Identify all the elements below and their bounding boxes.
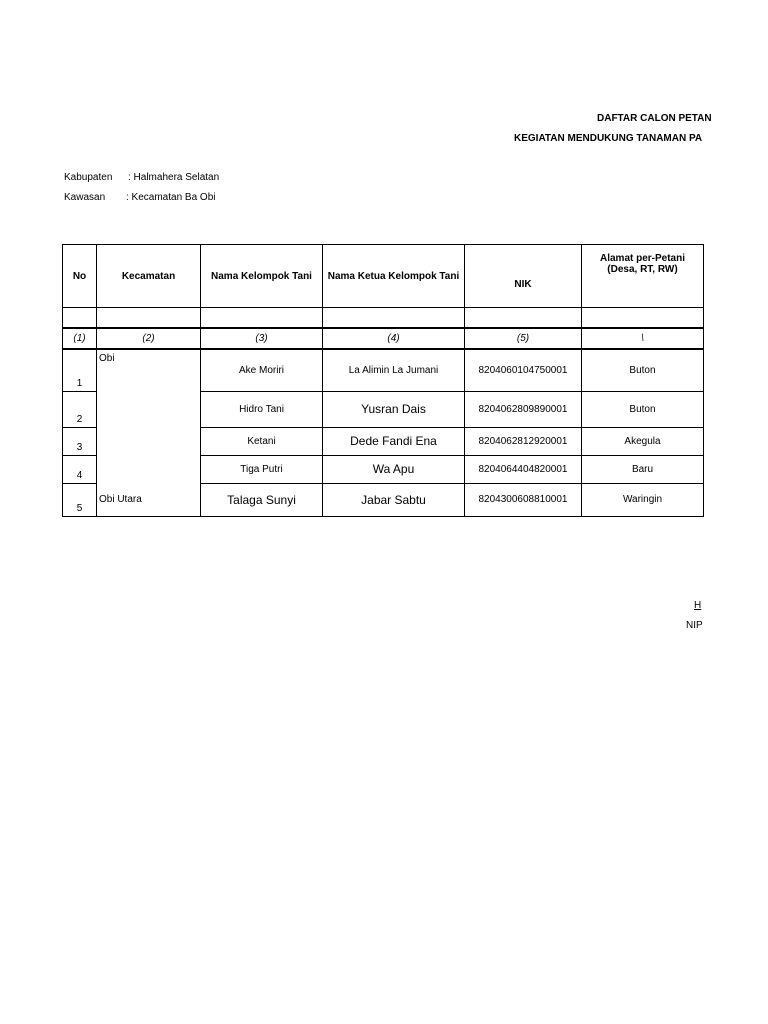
row-nik: 8204300608810001: [465, 483, 582, 516]
row-nik: 8204064404820001: [465, 455, 582, 483]
row-no: 4: [63, 455, 97, 483]
kawasan-label: Kawasan: [64, 192, 106, 203]
row-kelompok: Ketani: [201, 427, 323, 455]
row-no: 5: [63, 483, 97, 516]
farmer-table: [62, 244, 704, 517]
signature-name: H: [694, 600, 702, 611]
header-kelompok: Nama Kelompok Tani: [201, 245, 323, 308]
col-number: (1): [63, 328, 97, 349]
col-number: (3): [201, 328, 323, 349]
kabupaten-line: [64, 172, 219, 183]
row-kecamatan: Obi: [97, 349, 201, 391]
row-ketua: Dede Fandi Ena: [323, 427, 465, 455]
kabupaten-label: Kabupaten: [64, 172, 113, 183]
document-title: DAFTAR CALON PETAN: [597, 113, 712, 124]
row-alamat: Akegula: [582, 427, 704, 455]
table-row: [63, 455, 704, 483]
header-ketua: Nama Ketua Kelompok Tani: [323, 245, 465, 308]
row-kelompok: Tiga Putri: [201, 455, 323, 483]
row-kecamatan: [97, 455, 201, 483]
col-number: \: [582, 328, 704, 349]
row-ketua: Jabar Sabtu: [323, 483, 465, 516]
row-nik: 8204060104750001: [465, 349, 582, 391]
row-kelompok: Ake Moriri: [201, 349, 323, 391]
table-row: [63, 427, 704, 455]
header-no: No: [63, 245, 97, 308]
header-kecamatan: Kecamatan: [97, 245, 201, 308]
row-kelompok: Hidro Tani: [201, 391, 323, 427]
kabupaten-value: : Halmahera Selatan: [128, 172, 220, 183]
kawasan-line: [64, 192, 216, 203]
row-kelompok: Talaga Sunyi: [201, 483, 323, 516]
row-nik: 8204062812920001: [465, 427, 582, 455]
kawasan-value: : Kecamatan Ba Obi: [126, 192, 216, 203]
col-number: (2): [97, 328, 201, 349]
row-alamat: Buton: [582, 349, 704, 391]
row-ketua: Yusran Dais: [323, 391, 465, 427]
table-header-row: [63, 245, 704, 308]
row-ketua: Wa Apu: [323, 455, 465, 483]
col-number: (5): [465, 328, 582, 349]
document-subtitle: KEGIATAN MENDUKUNG TANAMAN PA: [514, 133, 703, 144]
column-number-row: [63, 328, 704, 349]
signature-nip: NIP: [686, 620, 703, 631]
table-blank-row: [63, 308, 704, 329]
row-ketua: La Alimin La Jumani: [323, 349, 465, 391]
table-row: [63, 349, 704, 391]
row-no: 3: [63, 427, 97, 455]
row-no: 1: [63, 349, 97, 391]
row-kecamatan: [97, 427, 201, 455]
row-alamat: Baru: [582, 455, 704, 483]
col-number: (4): [323, 328, 465, 349]
header-nik: NIK: [465, 245, 582, 308]
table-row: [63, 391, 704, 427]
table-row: [63, 483, 704, 516]
row-no: 2: [63, 391, 97, 427]
header-alamat: Alamat per-Petani (Desa, RT, RW): [582, 245, 704, 308]
row-kecamatan: Obi Utara: [97, 483, 201, 516]
row-kecamatan: [97, 391, 201, 427]
row-alamat: Waringin: [582, 483, 704, 516]
row-alamat: Buton: [582, 391, 704, 427]
row-nik: 8204062809890001: [465, 391, 582, 427]
